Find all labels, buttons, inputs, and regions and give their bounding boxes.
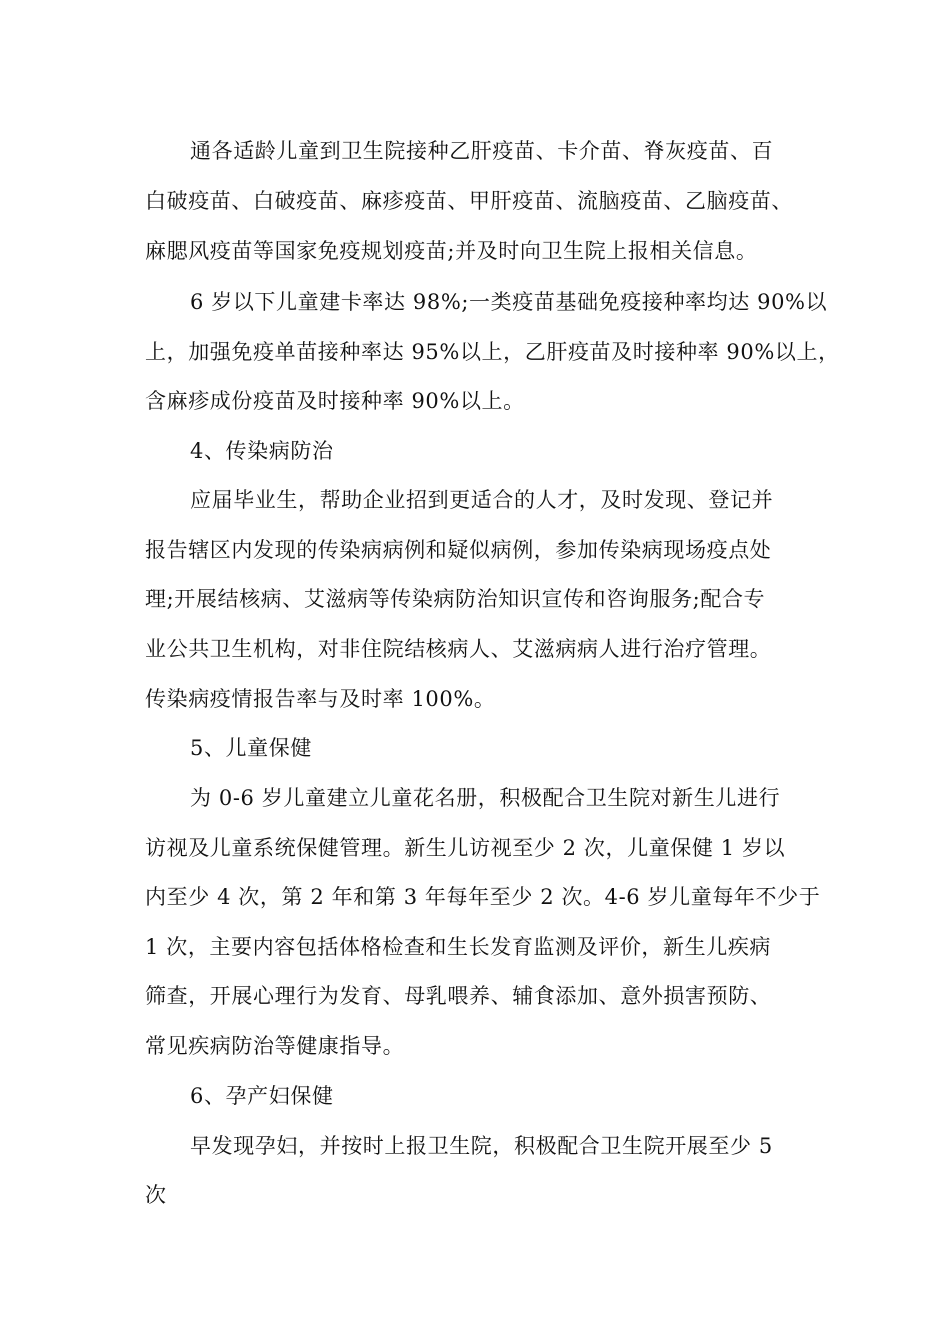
text-line: 筛查，开展心理行为发育、母乳喂养、辅食添加、意外损害预防、 xyxy=(145,984,772,1008)
text-line: 早发现孕妇，并按时上报卫生院，积极配合卫生院开展至少 5 xyxy=(190,1134,773,1158)
text-line: 报告辖区内发现的传染病病例和疑似病例，参加传染病现场疫点处 xyxy=(145,538,772,562)
text-line: 访视及儿童系统保健管理。新生儿访视至少 2 次，儿童保健 1 岁以 xyxy=(145,836,786,860)
text-line: 含麻疹成份疫苗及时接种率 90%以上。 xyxy=(145,389,525,413)
text-line: 内至少 4 次，第 2 年和第 3 年每年至少 2 次。4-6 岁儿童每年不少于 xyxy=(145,885,821,909)
text-line: 常见疾病防治等健康指导。 xyxy=(145,1034,405,1058)
text-line: 为 0-6 岁儿童建立儿童花名册，积极配合卫生院对新生儿进行 xyxy=(190,786,781,810)
text-line: 次 xyxy=(145,1183,167,1207)
text-line: 应届毕业生，帮助企业招到更适合的人才，及时发现、登记并 xyxy=(190,488,774,512)
text-line: 上，加强免疫单苗接种率达 95%以上，乙肝疫苗及时接种率 90%以上， xyxy=(145,340,840,364)
text-line: 麻腮风疫苗等国家免疫规划疫苗;并及时向卫生院上报相关信息。 xyxy=(145,239,758,263)
section-heading: 6、孕产妇保健 xyxy=(190,1084,334,1108)
text-line: 理;开展结核病、艾滋病等传染病防治知识宣传和咨询服务;配合专 xyxy=(145,587,766,611)
section-heading: 5、儿童保健 xyxy=(190,736,312,760)
text-line: 1 次，主要内容包括体格检查和生长发育监测及评价，新生儿疾病 xyxy=(145,935,772,959)
text-line: 传染病疫情报告率与及时率 100%。 xyxy=(145,687,496,711)
text-line: 6 岁以下儿童建卡率达 98%;一类疫苗基础免疫接种率均达 90%以 xyxy=(190,290,828,314)
text-line: 白破疫苗、白破疫苗、麻疹疫苗、甲肝疫苗、流脑疫苗、乙脑疫苗、 xyxy=(145,189,793,213)
text-line: 业公共卫生机构，对非住院结核病人、艾滋病病人进行治疗管理。 xyxy=(145,637,772,661)
text-line: 通各适龄儿童到卫生院接种乙肝疫苗、卡介苗、脊灰疫苗、百 xyxy=(190,139,774,163)
section-heading: 4、传染病防治 xyxy=(190,439,334,463)
